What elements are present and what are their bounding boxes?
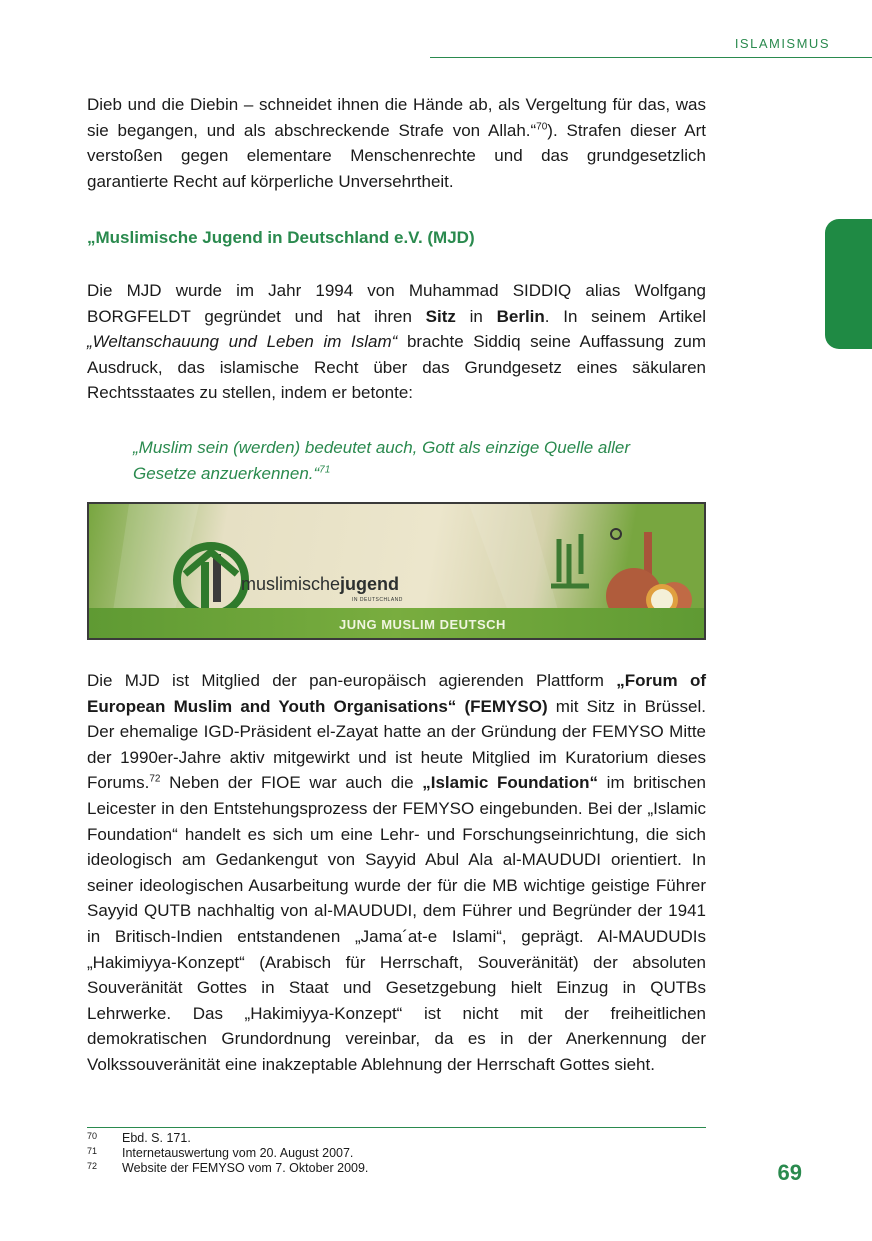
footnote: 71 Internetauswertung vom 20. August 2007.	[87, 1146, 354, 1160]
banner-logo-text: muslimischejugend	[241, 574, 400, 594]
footnote: 72 Website der FEMYSO vom 7. Oktober 2009.	[87, 1161, 369, 1175]
intro-paragraph: Dieb und die Diebin – schneidet ihnen die Hände ab, als Vergeltung für das, was sie begangen, und als abschreckende Strafe von Allah.“$^{70}$). Strafen dieser Art verstoßen gegen elementare Menschenrechte und das grundgesetzlich garantierte Recht auf körperliche Unversehrtheit.	[87, 95, 707, 191]
mj-logo-icon	[177, 546, 245, 614]
paragraph-1-block	[87, 278, 706, 406]
arabic-calligraphy-icon	[551, 534, 589, 586]
paragraph-2: Die MJD ist Mitglied der pan-europäisch agierenden Plattform „Forum of European Muslim and Youth Organisations“ (FEMYSO) mit Sitz in Brüssel. Der ehemalige IGD-Präsident el-Zayat hatte an der Gründung der FEMYSO Mitte der 1990er-Jahre aktiv mitgewirkt und ist heute Mitglied im Kuratorium dieses Forums.$^{72}$ Neben der FIOE war auch die „Islamic Foundation“ im britischen Leicester in den Entstehungsprozess der FEMYSO eingebunden. Bei der „Islamic Foundation“ handelt es sich um eine Lehr- und Forschungseinrichtung, die sich ideologisch am Gedankengut von Sayyid Abul Ala al-MAUDUDI orientiert. In seiner ideologischen Ausarbeitung wurde der für die MB wichtige geistige Führer Sayyid QUTB nachhaltig von al-MAUDUDI, dem Führer und Begründer der 1941 in Britisch-Indien entstandenen „Jama´at-e Islami“, geprägt. Al-MAUDUDIs „Hakimiyya-Konzept“ (Arabisch für Herrschaft, Souveränität) der absoluten Souveränität Gottes in Staat und Gesetzgebung hielt Einzug in QUTBs Lehrwerke. Das „Hakimiyya-Konzept“ ist nicht mit der freiheitlichen demokratischen Grundordnung vereinbar, da es in der Anerkennung der Volkssouveränität eine inakzeptable Ablehnung der Herrschaft Gottes sieht.	[87, 671, 707, 1074]
paragraph-2-block	[87, 668, 706, 1078]
footnote: 70 Ebd. S. 171.	[87, 1131, 191, 1145]
banner-slogan: JUNG MUSLIM DEUTSCH	[339, 617, 506, 632]
mjd-banner-image	[87, 502, 706, 640]
intro-paragraph-block	[87, 92, 706, 194]
section-heading: „Muslimische Jugend in Deutschland e.V. (MJD)	[87, 228, 475, 247]
footnote-ref: 71	[319, 463, 331, 475]
chapter-tab	[825, 219, 872, 349]
light-ray	[469, 504, 559, 614]
page-number: 69	[777, 1160, 802, 1185]
banner-logo-subtitle: IN DEUTSCHLAND	[352, 597, 403, 603]
footnote-ref: 70	[536, 120, 548, 132]
paragraph-1: Die MJD wurde im Jahr 1994 von Muhammad SIDDIQ alias Wolfgang BORGFELDT gegründet und hat ihren Sitz in Berlin. In seinem Artikel „Weltanschauung und Leben im Islam“ brachte Siddiq seine Auffassung zum Ausdruck, das islamische Recht über das Grundgesetz eines säkularen Rechtsstaates zu stellen, indem er betonte:	[87, 281, 707, 403]
block-quote: „Muslim sein (werden) bedeutet auch, Gott als einzige Quelle aller Gesetze anzuerkennen.“$^{71}$	[133, 438, 631, 483]
footnote-rule	[87, 1127, 706, 1128]
footnote-ref: 72	[149, 773, 161, 785]
section-label: ISLAMISMUS	[734, 36, 830, 51]
footnotes	[87, 1131, 368, 1176]
header-rule	[430, 57, 872, 58]
